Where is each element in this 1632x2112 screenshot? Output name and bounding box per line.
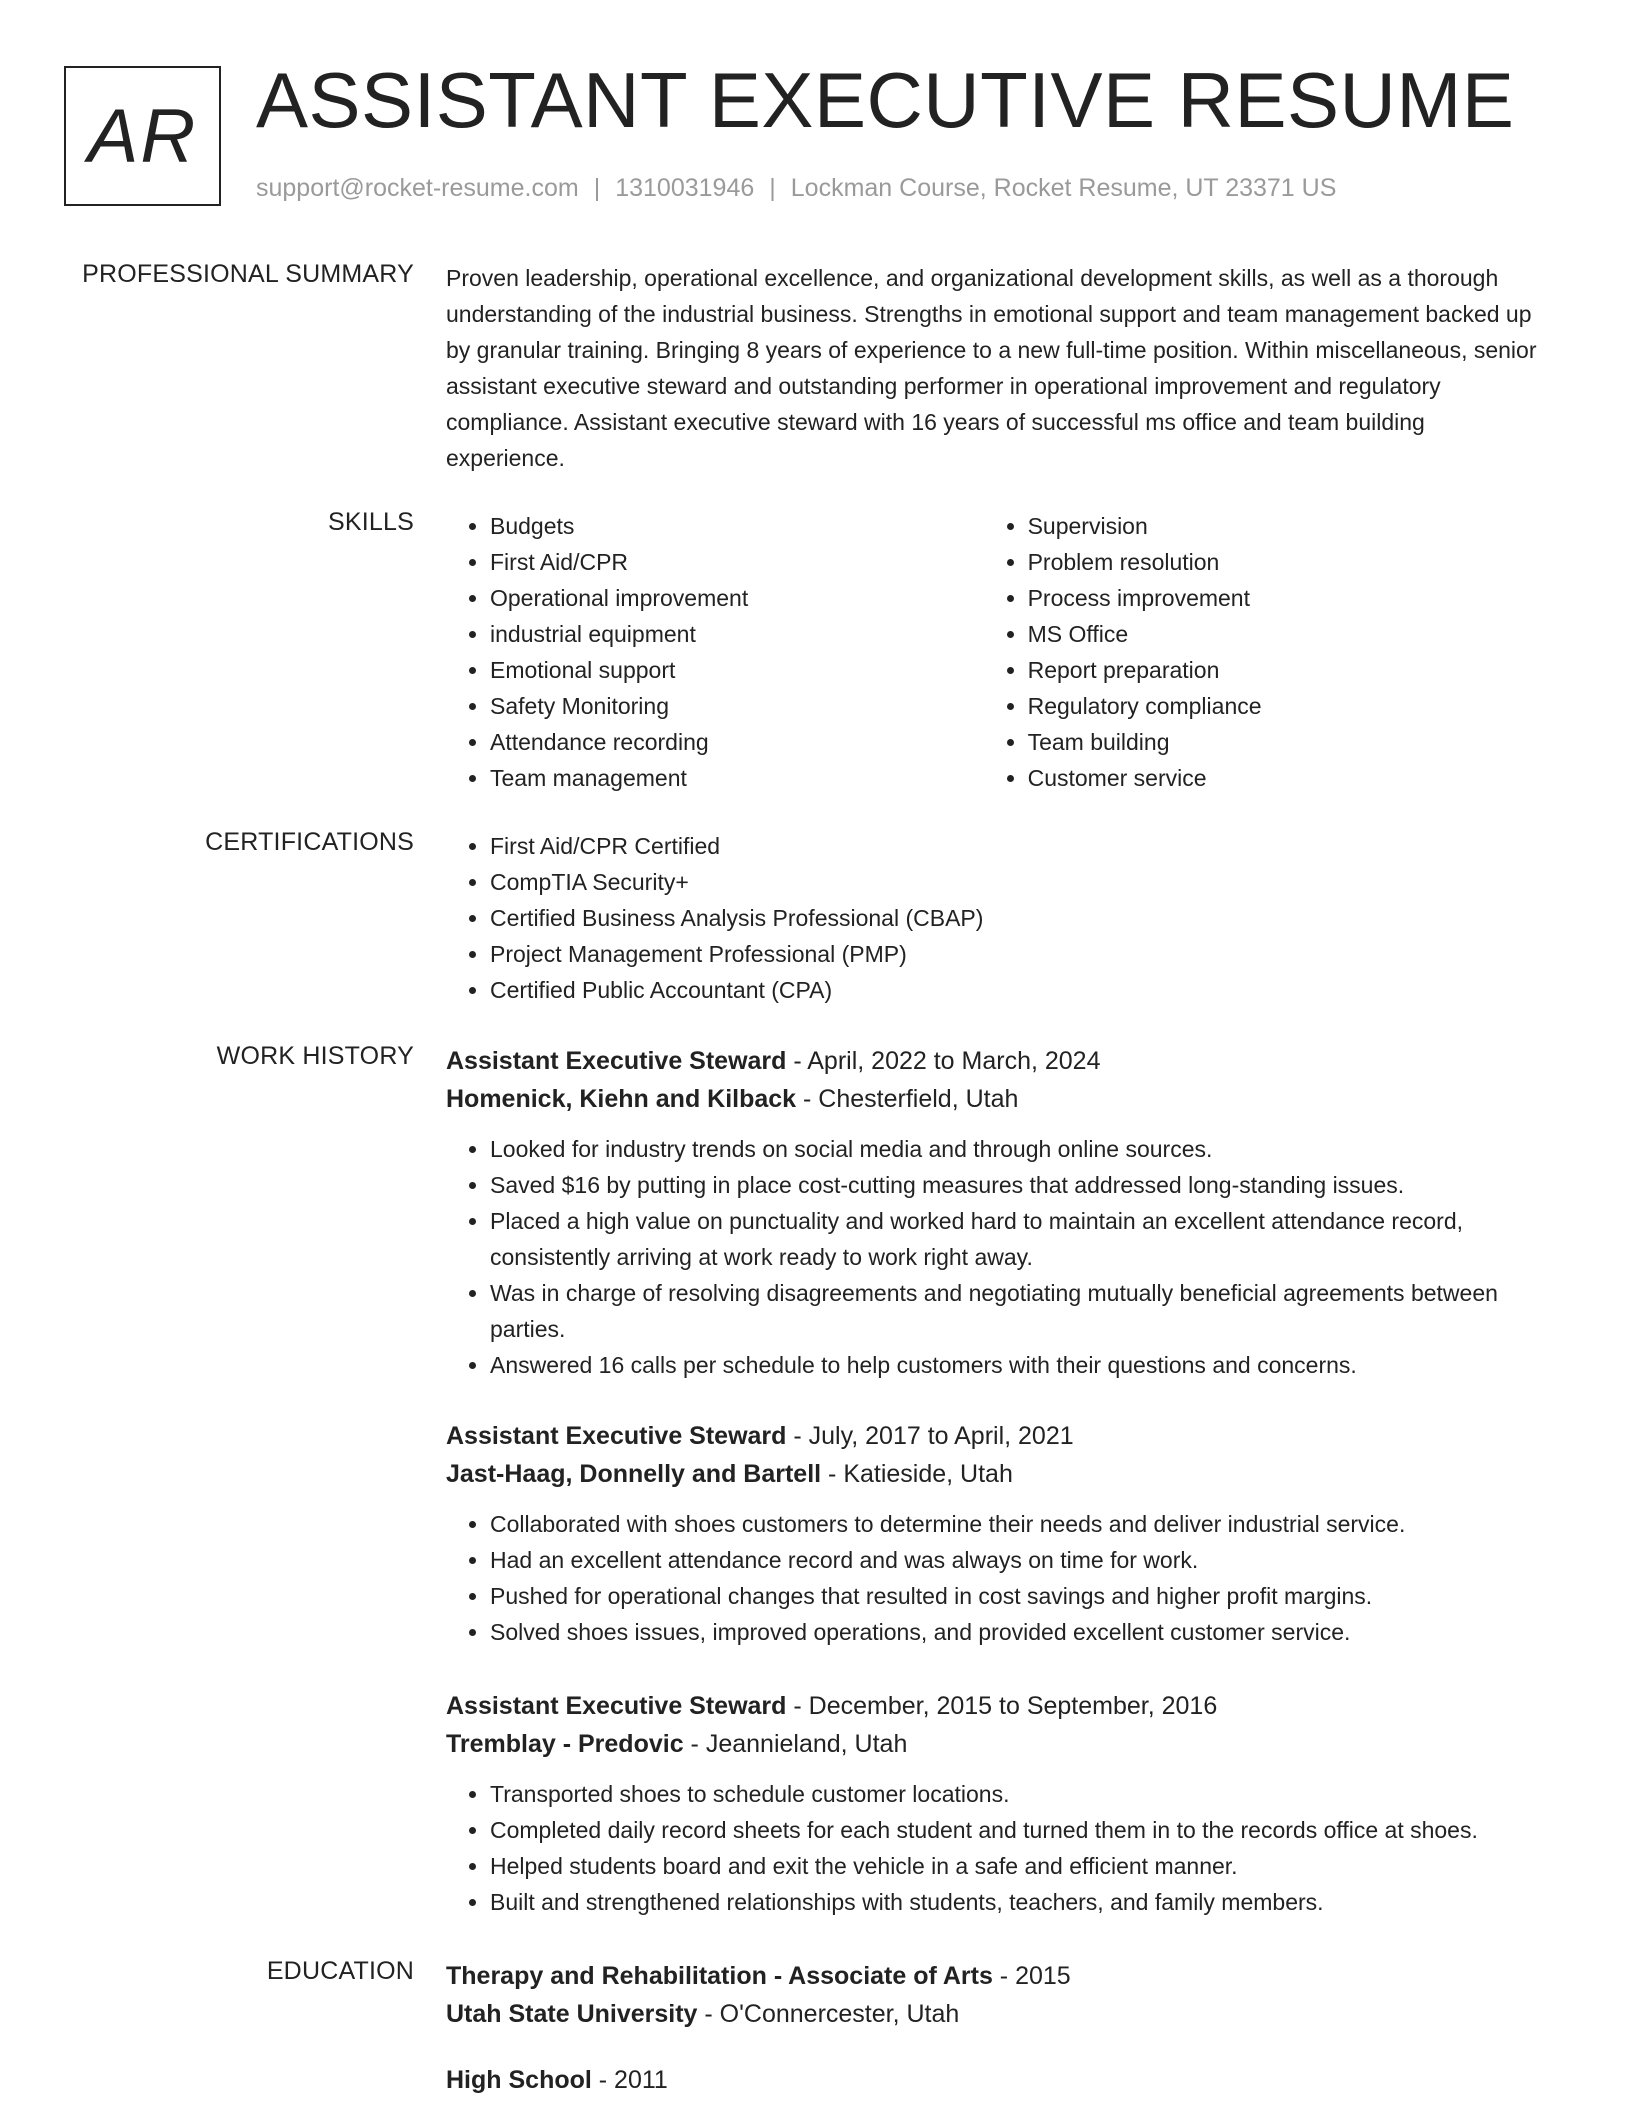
job-dates: - December, 2015 to September, 2016 [786,1692,1218,1720]
job-duty: • Collaborated with shoes customers to determine their needs and deliver industrial service. [490,1506,1576,1542]
education-degree-line [446,1957,1576,1995]
certification-item: • Project Management Professional (PMP) [490,936,1576,972]
job-title: Assistant Executive Steward [446,1047,787,1075]
job-duties-list [446,1506,1576,1650]
job-duty: • Built and strengthened relationships with students, teachers, and family members. [490,1884,1576,1920]
job-title-line [446,1687,1576,1725]
job-company: Jast-Haag, Donnelly and Bartell [446,1460,822,1488]
skills-list-right [984,508,1576,796]
section-label-work-history: WORK HISTORY [216,1042,414,1070]
skills-body [446,508,1576,796]
education-degree-line [446,2061,1576,2099]
section-label-education: EDUCATION [266,1957,414,1985]
summary-body [446,260,1576,476]
certifications-body [446,828,1576,1008]
job-duty: • Saved $16 by putting in place cost-cutting measures that addressed long-standing issues. [490,1167,1576,1203]
contact-email: support@rocket-resume.com [256,174,579,202]
education-degree: High School [446,2066,592,2094]
job-duty: • Answered 16 calls per schedule to help customers with their questions and concerns. [490,1347,1576,1383]
job-duty: • Pushed for operational changes that resulted in cost savings and higher profit margins. [490,1578,1576,1614]
job-duty: • Transported shoes to schedule customer locations. [490,1776,1576,1812]
job-title: Assistant Executive Steward [446,1422,787,1450]
job-duty: • Was in charge of resolving disagreements and negotiating mutually beneficial agreements between parties. [490,1275,1576,1347]
job-duty: • Helped students board and exit the vehicle in a safe and efficient manner. [490,1848,1576,1884]
section-label-skills: SKILLS [328,508,414,536]
job-title-line [446,1042,1576,1080]
skill-item: • Problem resolution [1028,544,1576,580]
skill-item: • Process improvement [1028,580,1576,616]
job-company: Tremblay - Predovic [446,1730,684,1758]
skill-item: • MS Office [1028,616,1576,652]
education-year: - 2015 [992,1962,1071,1990]
job-location: - Jeannieland, Utah [683,1730,908,1758]
certification-item: • Certified Public Accountant (CPA) [490,972,1576,1008]
summary-text: Proven leadership, operational excellence, and organizational development skills, as well as a thorough understanding of the industrial business. Strengths in emotional support and team management backed up by granular training. Bringing 8 years of experience to a new full-time position. Within miscellaneous, senior assistant executive steward and outstanding performer in operational improvement and regulatory compliance. Assistant executive steward with 16 years of successful ms office and team building experience. [446,265,1537,471]
job-location: - Katieside, Utah [821,1460,1013,1488]
skill-item: • First Aid/CPR [490,544,984,580]
contact-address: Lockman Course, Rocket Resume, UT 23371 US [790,174,1337,202]
job-duty: • Completed daily record sheets for each student and turned them in to the records office at shoes. [490,1812,1576,1848]
job-company-line [446,1080,1576,1118]
job-title-line [446,1417,1576,1455]
certification-item: • Certified Business Analysis Professional (CBAP) [490,900,1576,936]
job-dates: - April, 2022 to March, 2024 [786,1047,1101,1075]
contact-separator: | [769,174,776,202]
skill-item: • Team building [1028,724,1576,760]
certification-item: • CompTIA Security+ [490,864,1576,900]
job-duty: • Placed a high value on punctuality and worked hard to maintain an excellent attendance record, consistently arriving at work ready to work right away. [490,1203,1576,1275]
education-degree: Therapy and Rehabilitation - Associate of Arts [446,1962,993,1990]
contact-line [256,174,1336,203]
job-duties-list [446,1776,1576,1920]
job-company-line [446,1455,1576,1493]
skill-item: • industrial equipment [490,616,984,652]
job-duties-list [446,1131,1576,1383]
education-body [446,1957,1576,2099]
skill-item: • Team management [490,760,984,796]
education-year: - 2011 [591,2066,668,2094]
skills-list-left [446,508,984,796]
job-location: - Chesterfield, Utah [796,1085,1019,1113]
section-label-certifications: CERTIFICATIONS [205,828,414,856]
skill-item: • Report preparation [1028,652,1576,688]
monogram-box [64,66,221,206]
section-label-summary: PROFESSIONAL SUMMARY [82,260,414,288]
education-school: Utah State University [446,2000,698,2028]
monogram-initials: AR [87,93,198,179]
skill-item: • Emotional support [490,652,984,688]
job-duty: • Had an excellent attendance record and was always on time for work. [490,1542,1576,1578]
job-duty: • Looked for industry trends on social media and through online sources. [490,1131,1576,1167]
certifications-list [446,828,1576,1008]
skill-item: • Safety Monitoring [490,688,984,724]
job-duty: • Solved shoes issues, improved operations, and provided excellent customer service. [490,1614,1576,1650]
job-body [446,1042,1576,1383]
resume-title: ASSISTANT EXECUTIVE RESUME [256,56,1515,144]
skill-item: • Operational improvement [490,580,984,616]
job-body [446,1687,1576,1920]
contact-phone: 1310031946 [615,174,755,202]
education-school-line [446,1995,1576,2033]
job-dates: - July, 2017 to April, 2021 [786,1422,1074,1450]
certification-item: • First Aid/CPR Certified [490,828,1576,864]
job-company: Homenick, Kiehn and Kilback [446,1085,797,1113]
skill-item: • Attendance recording [490,724,984,760]
education-location: - O'Connercester, Utah [697,2000,960,2028]
skill-item: • Regulatory compliance [1028,688,1576,724]
skill-item: • Customer service [1028,760,1576,796]
job-title: Assistant Executive Steward [446,1692,787,1720]
contact-separator: | [593,174,601,202]
job-body [446,1417,1576,1650]
skill-item: • Supervision [1028,508,1576,544]
job-company-line [446,1725,1576,1763]
skill-item: • Budgets [490,508,984,544]
